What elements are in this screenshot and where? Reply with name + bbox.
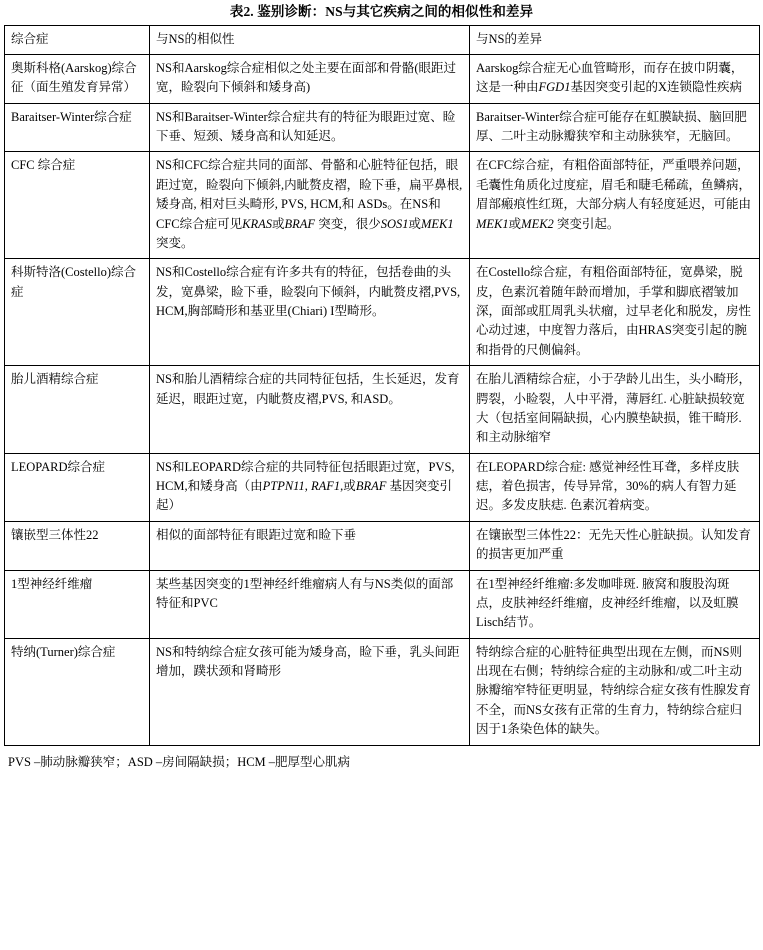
column-header-difference: 与NS的差异 bbox=[470, 25, 760, 54]
cell-syndrome: CFC 综合症 bbox=[5, 152, 150, 259]
gene-name: MEK1 bbox=[421, 216, 454, 231]
cell-difference: 特纳综合症的心脏特征典型出现在左侧，而NS则出现在右侧；特纳综合症的主动脉和/或二叶主动脉瓣缩窄特征更明显，特纳综合症女孩有性腺发育不全，而NS女孩有正常的生育力，特纳综合症归因于1条染色体的缺失。 bbox=[470, 638, 760, 745]
table-row bbox=[5, 366, 760, 454]
cell-similarity: NS和Costello综合症有许多共有的特征，包括卷曲的头发，宽鼻梁，睑下垂，睑裂向下倾斜，内眦赘皮褶,PVS, HCM,胸部畸形和基亚里(Chiari) I型畸形。 bbox=[150, 259, 470, 366]
gene-name: PTPN11 bbox=[262, 479, 305, 494]
cell-syndrome: 1型神经纤维瘤 bbox=[5, 570, 150, 638]
gene-name: SOS1 bbox=[380, 216, 409, 231]
cell-difference: Baraitser-Winter综合症可能存在虹膜缺损、脑回肥厚、二叶主动脉瓣狭窄和主动脉狭窄，无脑回。 bbox=[470, 103, 760, 152]
gene-name: RAF1 bbox=[311, 479, 341, 494]
column-header-syndrome: 综合症 bbox=[5, 25, 150, 54]
column-header-similarity: 与NS的相似性 bbox=[150, 25, 470, 54]
cell-difference: 在LEOPARD综合症: 感觉神经性耳聋，多样皮肤痣，着色损害，传导异常，30%的病人有智力延迟。多发皮肤痣. 色素沉着病变。 bbox=[470, 453, 760, 521]
table-body bbox=[5, 25, 760, 745]
gene-name: BRAF bbox=[355, 479, 387, 494]
table-header-row bbox=[5, 25, 760, 54]
cell-difference: 在胎儿酒精综合症，小于孕龄儿出生，头小畸形，腭裂，小睑裂，人中平滑，薄唇红. 心脏缺损较宽大（包括室间隔缺损，心内膜垫缺损，锥干畸形. 和主动脉缩窄 bbox=[470, 366, 760, 454]
cell-difference: 在Costello综合症，有粗俗面部特征，宽鼻梁，脱皮，色素沉着随年龄而增加，手掌和脚底褶皱加深，面部或肛周乳头状瘤，过早老化和脱发，房性心动过速，中度智力落后，由HRAS突变引起的腕和指骨的尺侧偏斜。 bbox=[470, 259, 760, 366]
cell-syndrome: 奥斯科格(Aarskog)综合征（面生殖发育异常） bbox=[5, 54, 150, 103]
cell-similarity: NS和特纳综合症女孩可能为矮身高，睑下垂，乳头间距增加，蹼状颈和肾畸形 bbox=[150, 638, 470, 745]
table-row bbox=[5, 638, 760, 745]
table-row bbox=[5, 103, 760, 152]
cell-difference: 在1型神经纤维瘤:多发咖啡斑. 腋窝和腹股沟斑点，皮肤神经纤维瘤，皮神经纤维瘤，以及虹膜Lisch结节。 bbox=[470, 570, 760, 638]
table-row bbox=[5, 54, 760, 103]
cell-syndrome: 胎儿酒精综合症 bbox=[5, 366, 150, 454]
table-footnote: PVS –肺动脉瓣狭窄；ASD –房间隔缺损；HCM –肥厚型心肌病 bbox=[8, 754, 351, 769]
table-row bbox=[5, 453, 760, 521]
table-row bbox=[5, 152, 760, 259]
cell-syndrome: 科斯特洛(Costello)综合症 bbox=[5, 259, 150, 366]
gene-name: MEK2 bbox=[521, 216, 554, 231]
gene-name: MEK1 bbox=[476, 216, 509, 231]
page-title: 表2. 鉴别诊断：NS与其它疾病之间的相似性和差异 bbox=[229, 4, 534, 19]
cell-difference: 在CFC综合症，有粗俗面部特征，严重喂养问题，毛囊性角质化过度症，眉毛和睫毛稀疏，鱼鳞病，眉部瘢痕性红斑，大部分病人有轻度延迟，可能由MEK1或MEK2 突变引起。 bbox=[470, 152, 760, 259]
cell-difference: Aarskog综合症无心血管畸形，而存在披巾阴囊，这是一种由FGD1基因突变引起的X连锁隐性疾病 bbox=[470, 54, 760, 103]
cell-syndrome: 特纳(Turner)综合症 bbox=[5, 638, 150, 745]
gene-name: FGD1 bbox=[538, 80, 571, 95]
cell-similarity: NS和Aarskog综合症相似之处主要在面部和骨骼(眼距过宽，睑裂向下倾斜和矮身高) bbox=[150, 54, 470, 103]
cell-syndrome: LEOPARD综合症 bbox=[5, 453, 150, 521]
table-row bbox=[5, 570, 760, 638]
cell-similarity: NS和CFC综合症共同的面部、骨骼和心脏特征包括，眼距过宽，睑裂向下倾斜,内眦赘皮褶，睑下垂，扁平鼻根, 矮身高, 相对巨头畸形, PVS, HCM,和 ASDs。在NS和CFC综合症可见KRAS或BRAF 突变，很少SOS1或MEK1突变。 bbox=[150, 152, 470, 259]
cell-similarity: 相似的面部特征有眼距过宽和睑下垂 bbox=[150, 521, 470, 570]
cell-similarity: NS和LEOPARD综合症的共同特征包括眼距过宽，PVS, HCM,和矮身高（由PTPN11, RAF1,或BRAF 基因突变引起） bbox=[150, 453, 470, 521]
cell-difference: 在镶嵌型三体性22：无先天性心脏缺损。认知发育的损害更加严重 bbox=[470, 521, 760, 570]
cell-similarity: 某些基因突变的1型神经纤维瘤病人有与NS类似的面部特征和PVC bbox=[150, 570, 470, 638]
table-row bbox=[5, 259, 760, 366]
cell-similarity: NS和胎儿酒精综合症的共同特征包括，生长延迟，发育延迟，眼距过宽，内眦赘皮褶,PVS, 和ASD。 bbox=[150, 366, 470, 454]
cell-syndrome: Baraitser-Winter综合症 bbox=[5, 103, 150, 152]
gene-name: BRAF bbox=[284, 216, 316, 231]
gene-name: KRAS bbox=[242, 216, 272, 231]
cell-syndrome: 镶嵌型三体性22 bbox=[5, 521, 150, 570]
differential-diagnosis-table bbox=[4, 25, 760, 746]
cell-similarity: NS和Baraitser-Winter综合症共有的特征为眼距过宽、睑下垂、短颈、矮身高和认知延迟。 bbox=[150, 103, 470, 152]
table-row bbox=[5, 521, 760, 570]
